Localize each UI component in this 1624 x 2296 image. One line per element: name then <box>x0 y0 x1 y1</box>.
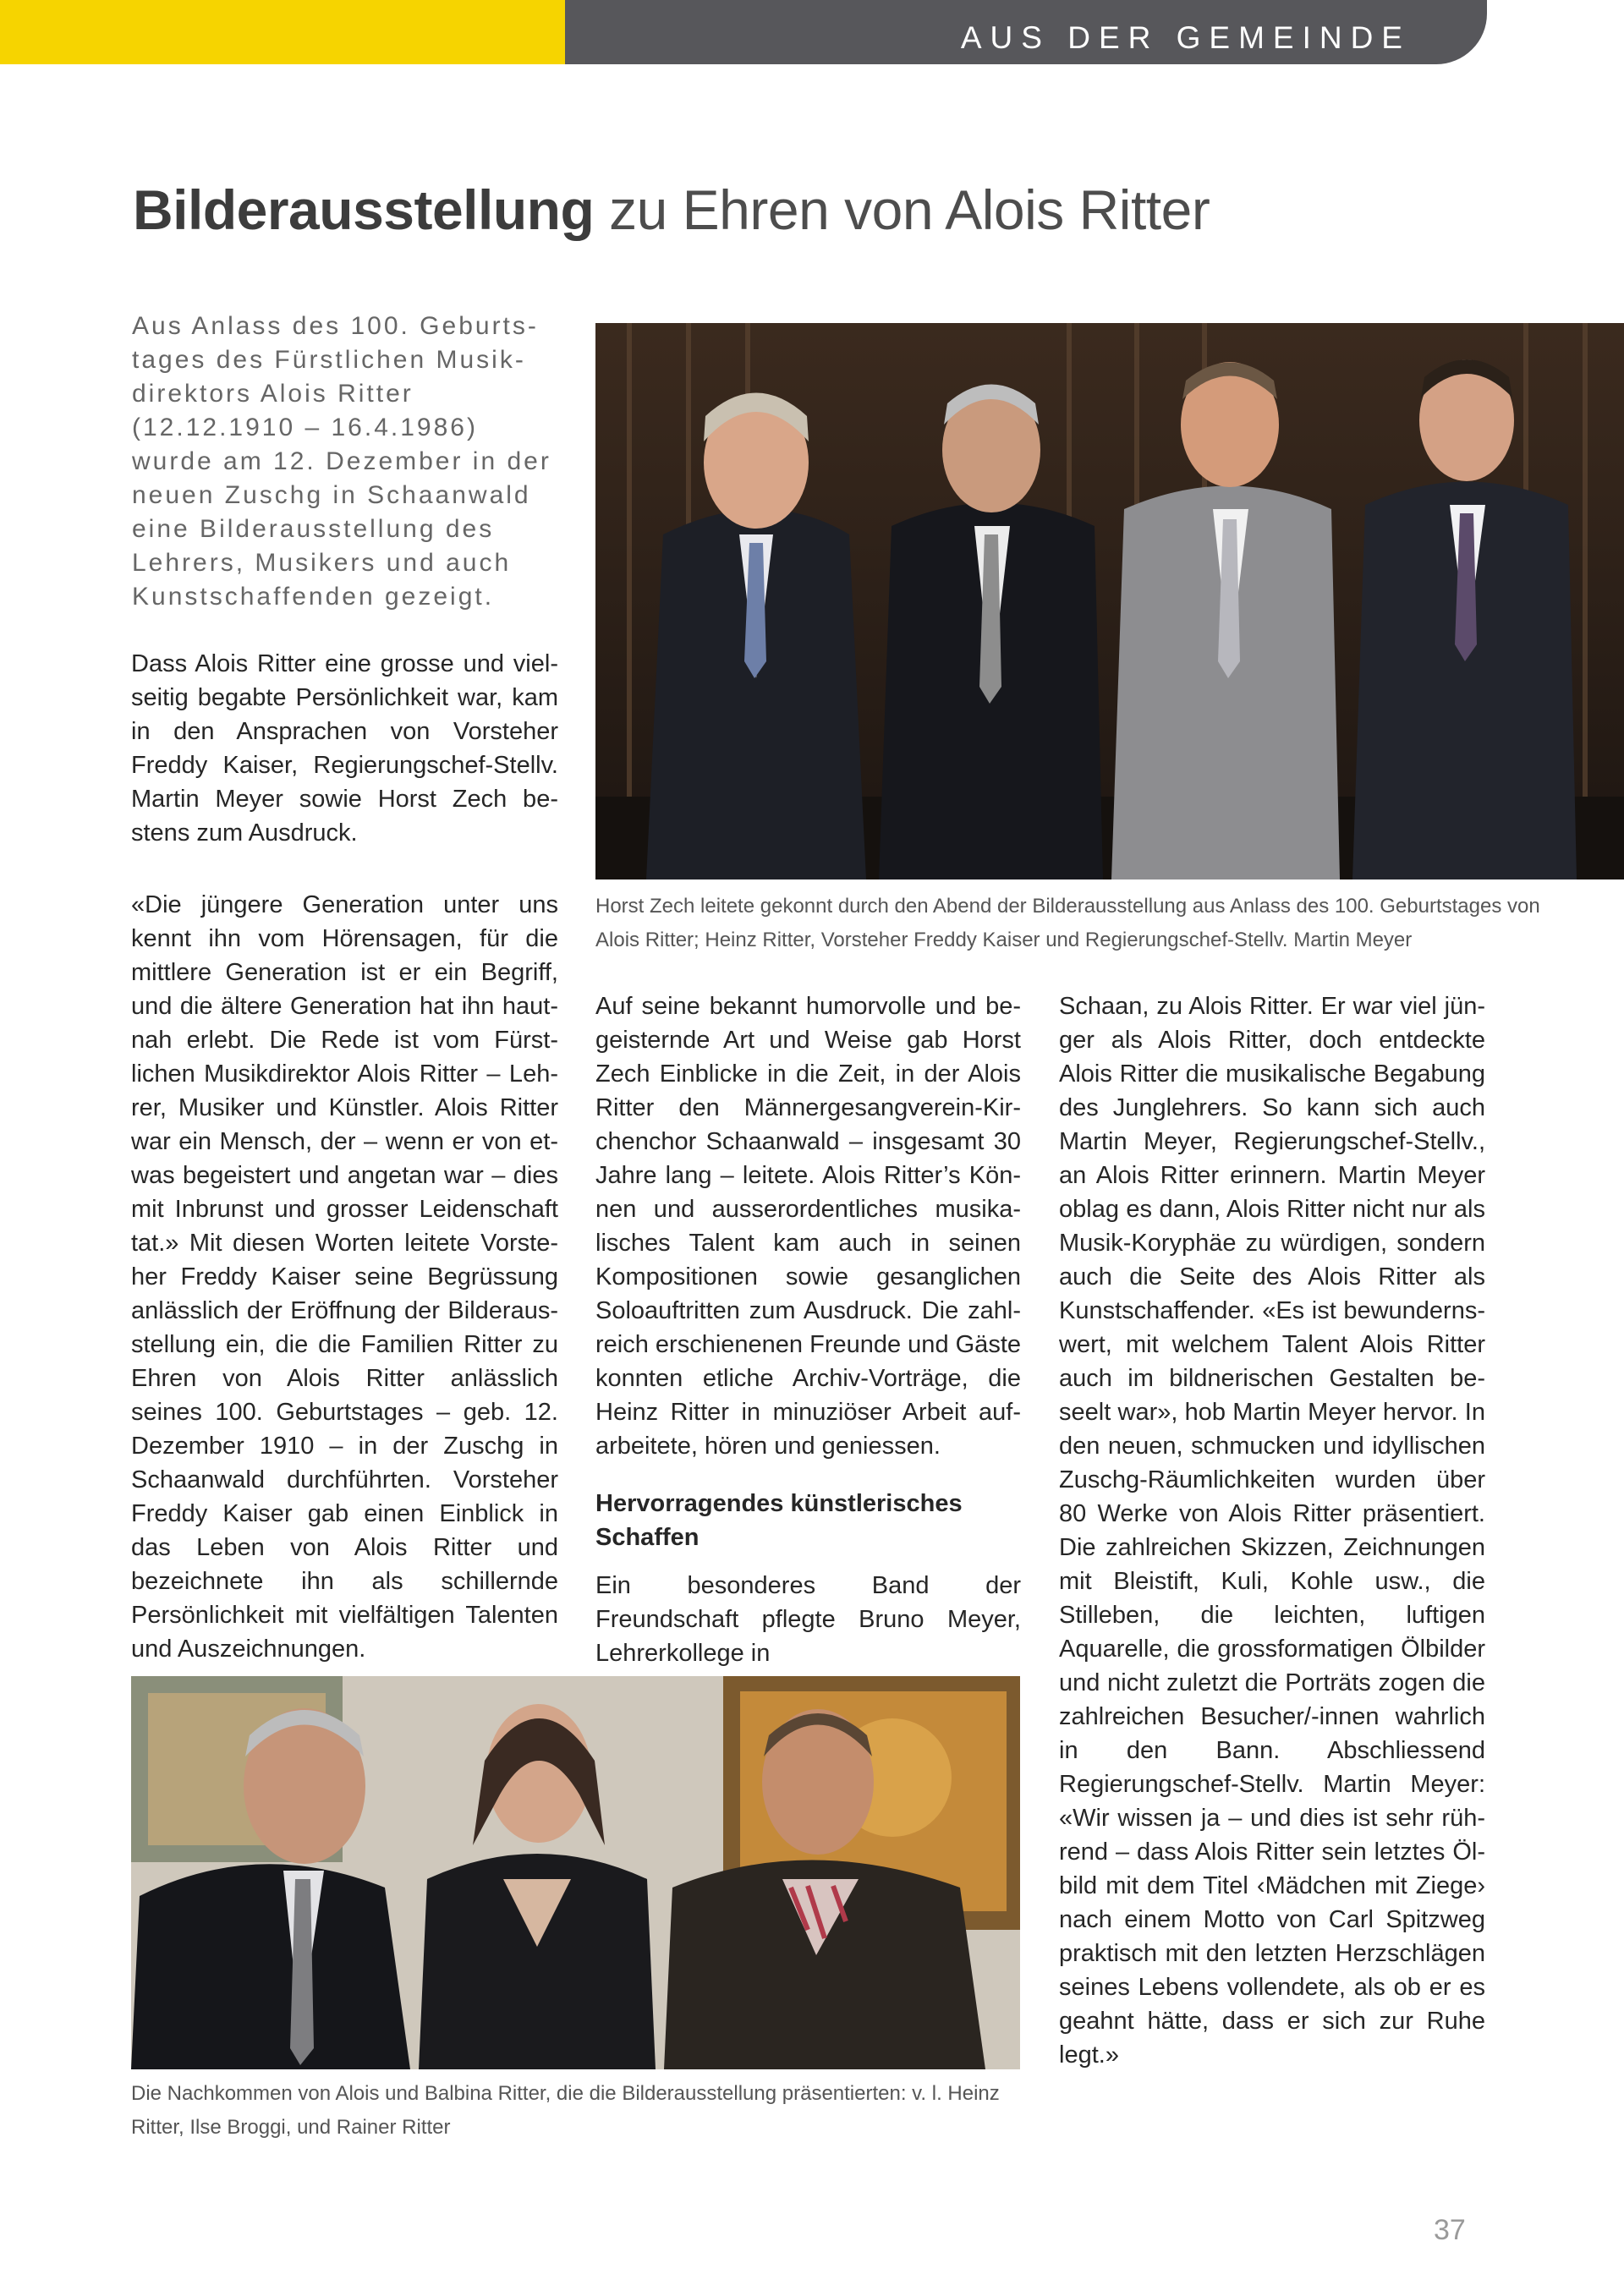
photo-four-men <box>595 323 1624 879</box>
header-accent-bar <box>0 0 565 64</box>
photo-three-descendants <box>131 1676 1020 2069</box>
photo-three-descendants-graphic <box>131 1676 1020 2069</box>
article-lead: Aus Anlass des 100. Geburtstages des Fürstlichen Musikdirektors Alois Ritter (12.12.1910 – 16.4.1986) wurde am 12. Dezember in der neuen Zuschg in Schaanwald eine Bilderausstellung des Lehrers, Musikers und auch Kunstschaffenden gezeigt. <box>132 312 551 611</box>
article-title-rest: zu Ehren von Alois Ritter <box>594 178 1210 241</box>
column1-paragraph1: Dass Alois Ritter eine grosse und vielseitig begabte Persönlichkeit war, kam in den Ansprachen von Vorsteher Freddy Kaiser, Regierungschef-Stellv. Martin Meyer sowie Horst Zech bestens zum Ausdruck. <box>131 650 558 847</box>
section-header-bar <box>565 0 1487 64</box>
page-number: 37 <box>1434 2214 1466 2246</box>
caption-top-photo: Horst Zech leitete gekonnt durch den Abend der Bilderausstellung aus Anlass des 100. Geburtstages von Alois Ritter; Heinz Ritter, Vorsteher Freddy Kaiser und Regierungschef-Stellv. Martin Meyer <box>595 895 1540 951</box>
column3-paragraph1: Schaan, zu Alois Ritter. Er war viel jünger als Alois Ritter, doch entdeckte Alois Ritter die musikalische Begabung des Junglehrers. So kann sich auch Martin Meyer, Regierungschef-Stellv., an Alois Ritter erinnern. Martin Meyer oblag es dann, Alois Ritter nicht nur als Musik-Koryphäe zu würdigen, sondern auch die Seite des Alois Ritter als Kunstschaffender. «Es ist bewundernswert, mit welchem Talent Alois Ritter auch im bildnerischen Gestalten beseelt war», hob Martin Meyer hervor. In den neuen, schmucken und idyllischen Zuschg-Räumlichkeiten wurden über 80 Werke von Alois Ritter präsentiert. Die zahlreichen Skizzen, Zeichnungen mit Bleistift, Kuli, Kohle usw., die Stilleben, die leichten, luftigen Aquarelle, die grossformatigen Ölbilder und nicht zuletzt die Porträts zogen die zahlreichen Besucher/-innen wahrlich in den Bann. Abschliessend Regierungschef-Stellv. Martin Meyer: «Wir wissen ja – und dies ist sehr rührend – dass Alois Ritter sein letztes Ölbild mit dem Titel ‹Mädchen mit Ziege› nach einem Motto von Carl Spitzweg praktisch mit den letzten Herzschlägen seines Lebens vollendete, als ob er es geahnt hätte, dass er sich zur Ruhe legt.» <box>1059 993 1485 2069</box>
article-title-bold: Bilderausstellung <box>133 178 595 241</box>
photo-four-men-graphic <box>595 323 1624 879</box>
subheading: Hervorragendes künstlerisches Schaffen <box>595 1490 963 1551</box>
column2-paragraph2: Ein besonderes Band der Freundschaft pflegte Bruno Meyer, Lehrerkollege in <box>595 1572 1021 1667</box>
article-title <box>133 178 1210 242</box>
column1-paragraph2: «Die jüngere Generation unter uns kennt ihn vom Hörensagen, für die mittlere Generation ist er ein Begriff, und die ältere Generation hat ihn hautnah erlebt. Die Rede ist vom Fürstlichen Musikdirektor Alois Ritter – Lehrer, Musiker und Künstler. Alois Ritter war ein Mensch, der – wenn er von etwas begeistert und angetan war – dies mit Inbrunst und grosser Leidenschaft tat.» Mit diesen Worten leitete Vorsteher Freddy Kaiser seine Begrüssung anlässlich der Eröffnung der Bilderausstellung ein, die die Familien Ritter zu Ehren von Alois Ritter anlässlich seines 100. Geburtstages – geb. 12. Dezember 1910 – in der Zuschg in Schaanwald durchführten. Vorsteher Freddy Kaiser gab einen Einblick in das Leben von Alois Ritter und bezeichnete ihn als schillernde Persönlichkeit mit vielfältigen Talenten und Auszeichnungen. <box>131 891 558 1663</box>
caption-bottom-photo: Die Nachkommen von Alois und Balbina Ritter, die die Bilderausstellung präsentierten: v. l. Heinz Ritter, Ilse Broggi, und Rainer Ritter <box>131 2082 1000 2139</box>
section-label: AUS DER GEMEINDE <box>960 20 1411 55</box>
column2-paragraph1: Auf seine bekannt humorvolle und begeisternde Art und Weise gab Horst Zech Einblicke in die Zeit, in der Alois Ritter den Männergesangverein-Kirchenchor Schaanwald – insgesamt 30 Jahre lang – leitete. Alois Ritter’s Können und ausserordentliches musikalisches Talent kam auch in seinen Kompositionen sowie gesanglichen Soloauftritten zum Ausdruck. Die zahlreich erschienenen Freunde und Gäste konnten etliche Archiv-Vorträge, die Heinz Ritter in minuziöser Arbeit aufarbeitete, hören und geniessen. <box>595 993 1021 1460</box>
